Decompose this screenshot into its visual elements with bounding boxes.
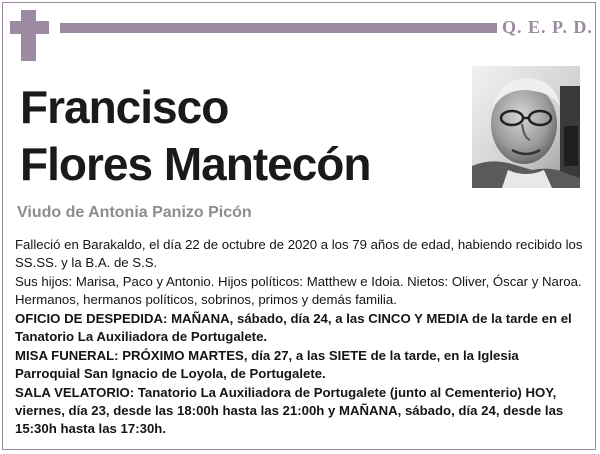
deceased-first-name: Francisco: [20, 81, 229, 133]
deceased-surnames: Flores Mantecón: [20, 138, 371, 190]
paragraph-family: Sus hijos: Marisa, Paco y Antonio. Hijos políticos: Matthew e Idoia. Nietos: Oliver, Óscar y Naroa. Hermanos, hermanos políticos, sobrinos, primos y demás familia.: [15, 274, 582, 307]
obituary-body: [15, 236, 587, 439]
portrait-photo: [472, 66, 580, 188]
paragraph-funeral-mass: MISA FUNERAL: PRÓXIMO MARTES, día 27, a las SIETE de la tarde, en la Iglesia Parroquial San Ignacio de Loyola, de Portugalete.: [15, 348, 519, 381]
paragraph-wake-room: SALA VELATORIO: Tanatorio La Auxiliadora de Portugalete (junto al Cementerio) HOY, viernes, día 23, desde las 18:00h hasta las 21:00h y MAÑANA, sábado, día 24, desde las 15:30h hasta las 17:30h.: [15, 385, 564, 436]
qepd-label: Q. E. P. D.: [502, 17, 593, 37]
header-rule: [60, 23, 497, 33]
cross-vertical-bar: [21, 10, 36, 61]
paragraph-death-notice: Falleció en Barakaldo, el día 22 de octubre de 2020 a los 79 años de edad, habiendo recibido los SS.SS. y la B.A. de S.S.: [15, 237, 583, 270]
paragraph-farewell-service: OFICIO DE DESPEDIDA: MAÑANA, sábado, día 24, a las CINCO Y MEDIA de la tarde en el Tanatorio La Auxiliadora de Portugalete.: [15, 311, 572, 344]
subtitle-widowed: Viudo de Antonia Panizo Picón: [17, 204, 252, 221]
portrait-icon: [472, 66, 580, 188]
cross-horizontal-bar: [10, 21, 49, 34]
